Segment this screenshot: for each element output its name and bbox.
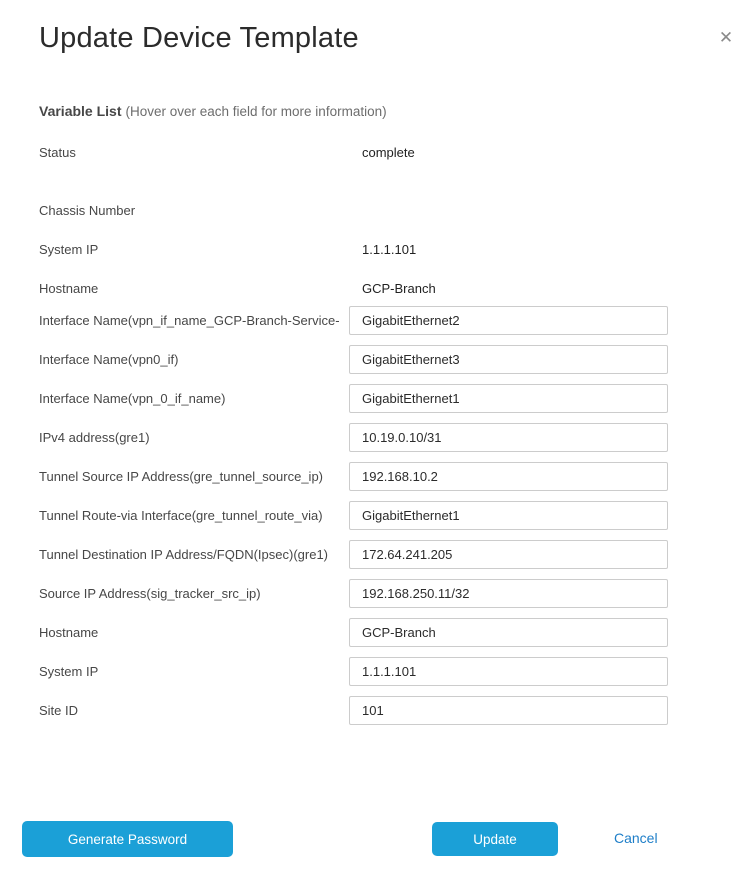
field-row-hostname — [39, 279, 668, 297]
variable-list-heading — [39, 103, 713, 119]
tunnel-destination-ip-input[interactable] — [349, 540, 668, 569]
field-label: Tunnel Source IP Address(gre_tunnel_source_ip) — [39, 469, 324, 484]
field-row-tunnel-source-ip — [39, 462, 668, 491]
interface-name-vpn0-if-input[interactable] — [349, 345, 668, 374]
variable-fields — [39, 143, 752, 725]
field-row-hostname-input — [39, 618, 668, 647]
field-row-tunnel-destination-ip — [39, 540, 668, 569]
tunnel-route-via-input[interactable] — [349, 501, 668, 530]
interface-name-service-input[interactable] — [349, 306, 668, 335]
field-label: Site ID — [39, 703, 79, 718]
site-id-input[interactable] — [349, 696, 668, 725]
system-ip-input[interactable] — [349, 657, 668, 686]
field-label: Tunnel Route-via Interface(gre_tunnel_route_via) — [39, 508, 323, 523]
field-row-chassis-number — [39, 201, 668, 219]
field-label: Status — [39, 144, 76, 160]
field-label: Interface Name(vpn0_if) — [39, 352, 179, 367]
field-row-site-id — [39, 696, 668, 725]
field-row-interface-name-vpn-0-if-name — [39, 384, 668, 413]
field-label: System IP — [39, 664, 99, 679]
dialog-footer — [0, 821, 752, 861]
update-button[interactable]: Update — [432, 822, 558, 856]
tunnel-source-ip-input[interactable] — [349, 462, 668, 491]
field-value: 1.1.1.101 — [362, 241, 417, 257]
interface-name-vpn-0-if-name-input[interactable] — [349, 384, 668, 413]
update-device-template-dialog — [0, 22, 752, 887]
ipv4-address-gre1-input[interactable] — [349, 423, 668, 452]
field-row-status — [39, 143, 668, 161]
field-label: Hostname — [39, 625, 99, 640]
field-row-system-ip-input — [39, 657, 668, 686]
field-row-source-ip-tracker — [39, 579, 668, 608]
field-label: System IP — [39, 241, 99, 257]
field-row-interface-name-vpn0-if — [39, 345, 668, 374]
field-label: Chassis Number — [39, 202, 136, 218]
page-title: Update Device Template — [39, 22, 359, 54]
cancel-button[interactable]: Cancel — [614, 830, 658, 846]
generate-password-button[interactable]: Generate Password — [22, 821, 233, 857]
variable-list-hint: (Hover over each field for more information) — [125, 104, 387, 119]
hostname-input[interactable] — [349, 618, 668, 647]
field-row-interface-name-service — [39, 306, 668, 335]
source-ip-tracker-input[interactable] — [349, 579, 668, 608]
field-label: Tunnel Destination IP Address/FQDN(Ipsec)(gre1) — [39, 547, 329, 562]
field-row-system-ip — [39, 240, 668, 258]
field-row-ipv4-address-gre1 — [39, 423, 668, 452]
field-label: Hostname — [39, 280, 99, 296]
field-value: complete — [362, 144, 415, 160]
close-icon[interactable]: ✕ — [718, 28, 734, 47]
field-label: Interface Name(vpn_0_if_name) — [39, 391, 226, 406]
field-value: GCP-Branch — [362, 280, 436, 296]
field-label: IPv4 address(gre1) — [39, 430, 150, 445]
field-label: Interface Name(vpn_if_name_GCP-Branch-Service- — [39, 313, 340, 328]
field-label: Source IP Address(sig_tracker_src_ip) — [39, 586, 261, 601]
variable-list-label: Variable List — [39, 103, 122, 119]
field-row-tunnel-route-via — [39, 501, 668, 530]
